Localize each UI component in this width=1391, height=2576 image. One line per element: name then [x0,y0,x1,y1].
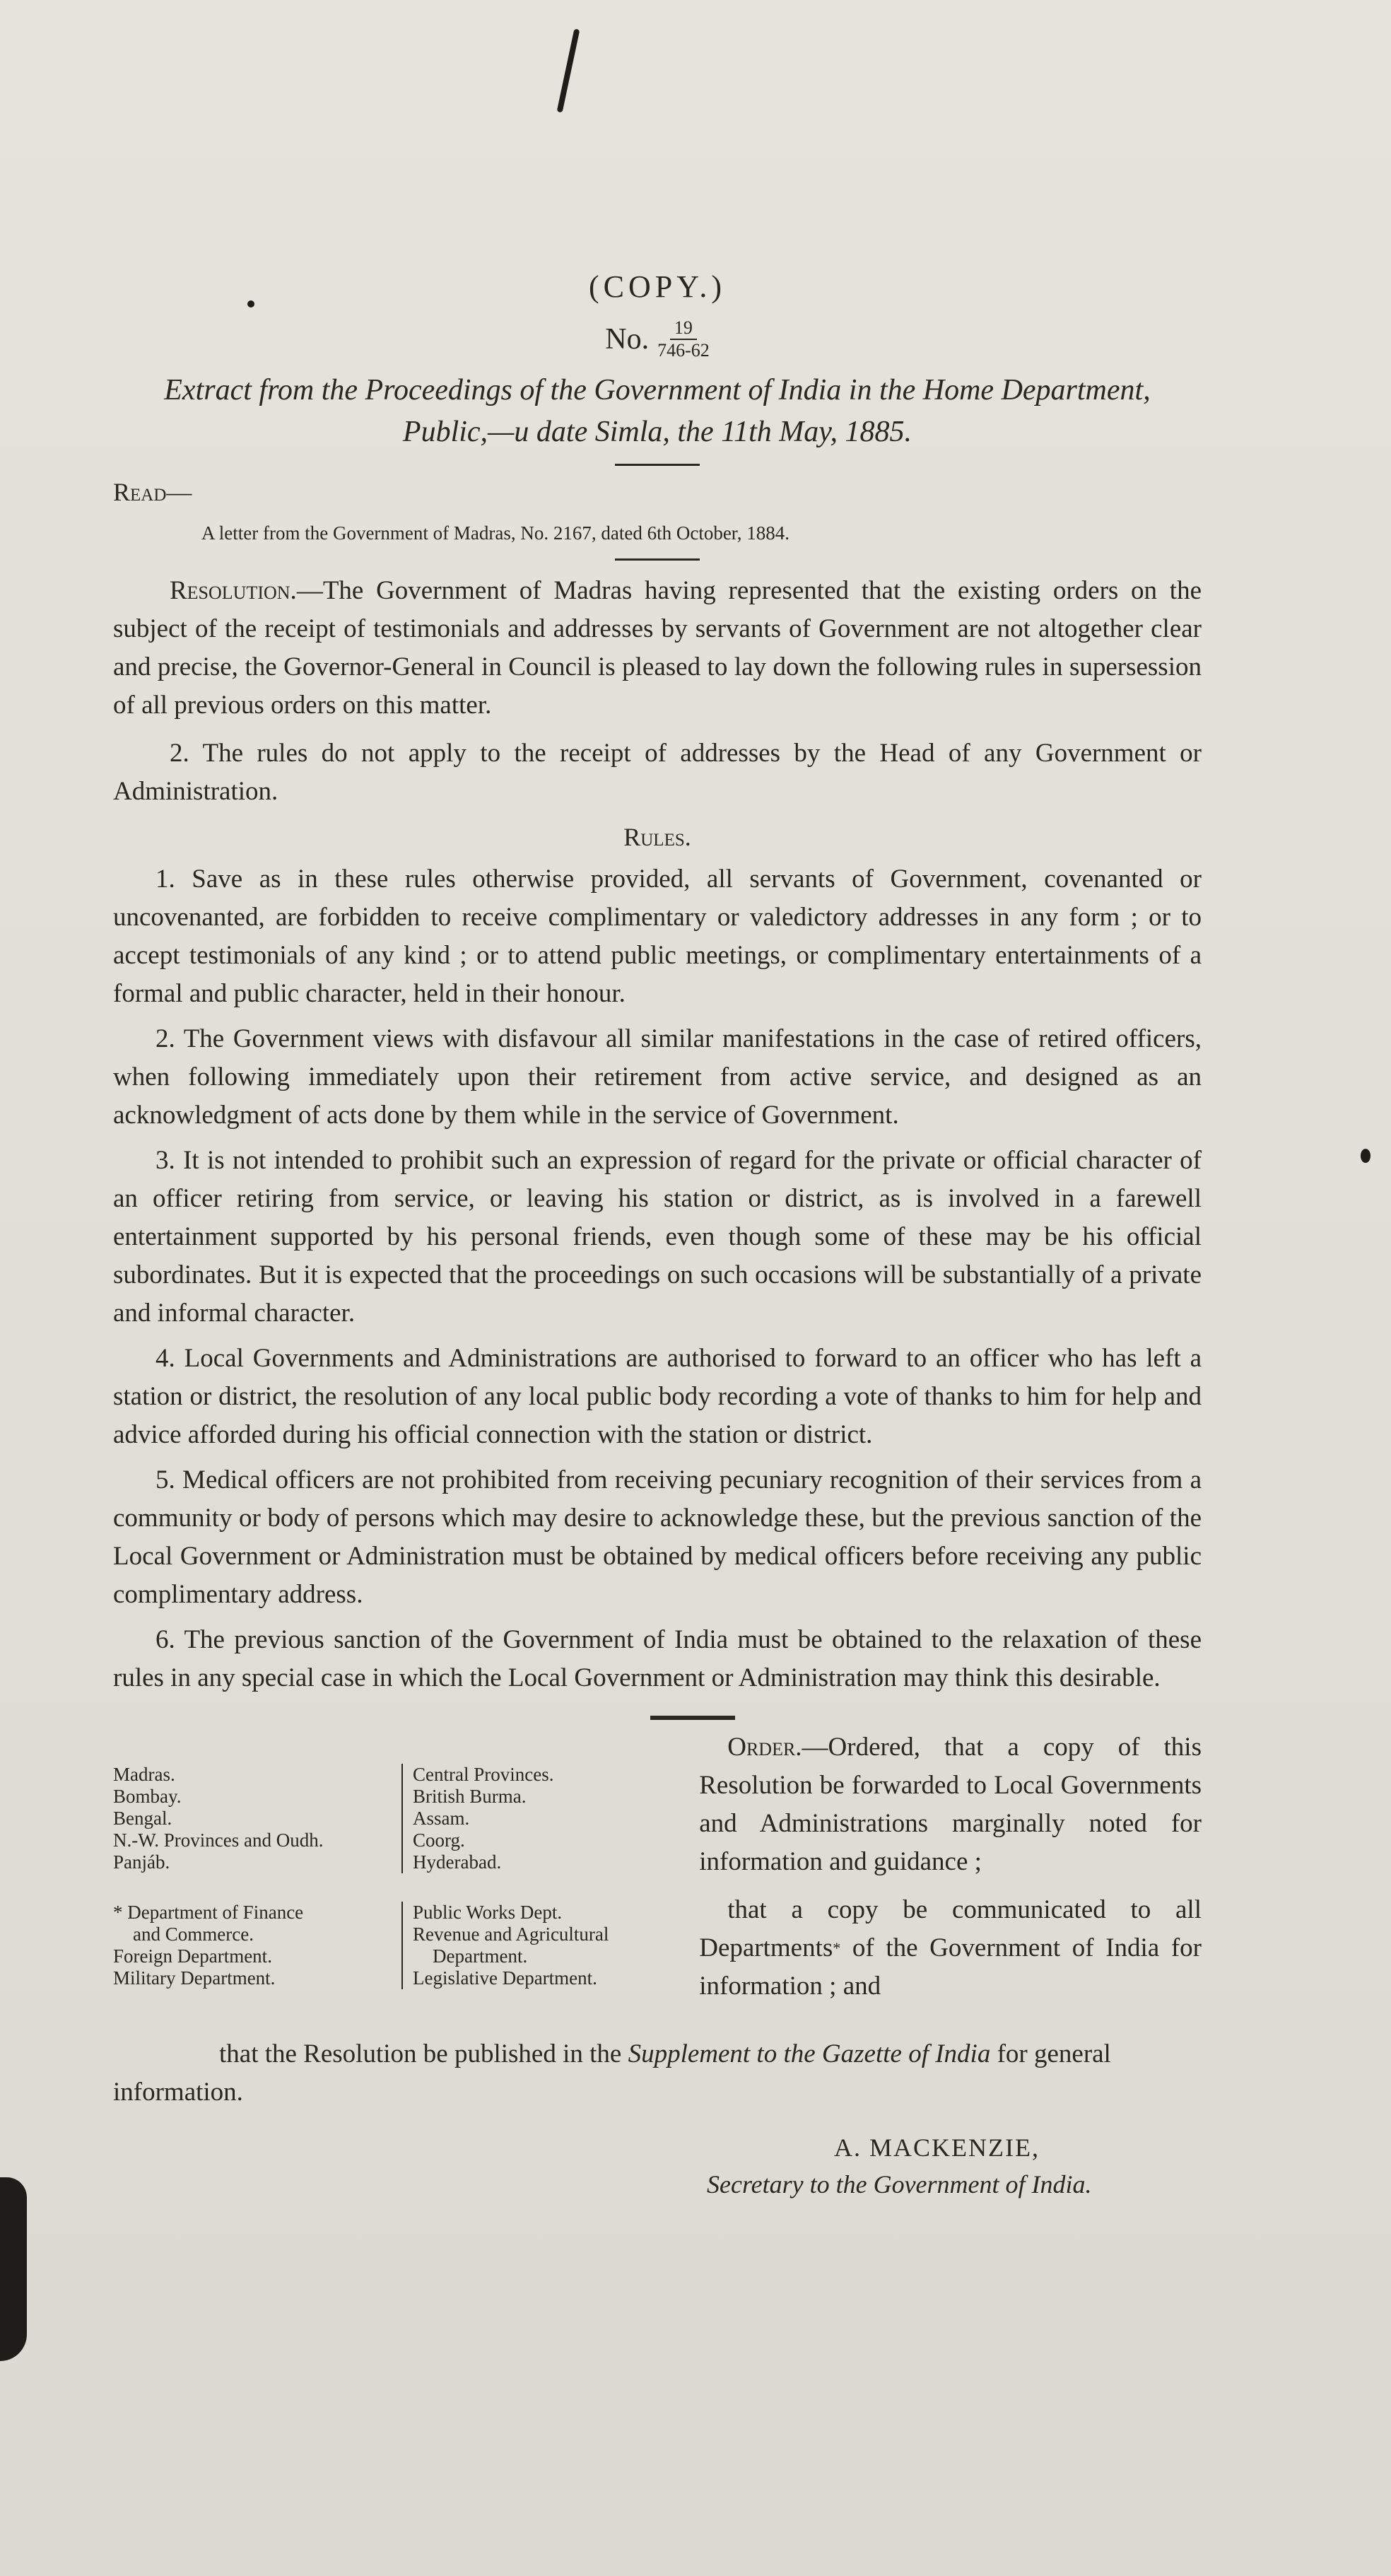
rule-6: 6. The previous sanction of the Government of India must be obtained to the relaxation of these rules in any special case in which the Local Government or Administration may think this desirable. [113,1625,1202,1693]
ink-stroke-top [557,28,580,112]
resolution-paragraph [113,572,1202,725]
list-item: Coorg. [413,1829,465,1851]
copy-heading: (COPY.) [588,269,726,304]
order-paragraph-1 [699,1728,1202,1881]
divider [615,558,700,561]
list-item: Department. [433,1945,528,1967]
document-body [113,233,1202,2199]
final-text-b: for general information. [113,2039,1111,2107]
order-label: Order. [727,1733,802,1762]
list-item: Military Department. [113,1967,276,1989]
signatory-name: A. MACKENZIE, [834,2133,1040,2162]
order-text-1: —Ordered, that a copy of this Resolution be forwarded to Local Governments and Administrations marginally noted for information and guidance ; [699,1733,1202,1877]
order-text-2a: that a copy be communicated to all Departments [699,1895,1202,1963]
list-item: * Department of Finance [113,1902,304,1924]
extract-heading [113,370,1202,453]
signature-block [707,2133,1202,2199]
governments-right [401,1764,566,1873]
rule-3: 3. It is not intended to prohibit such an expression of regard for the private or official character of an officer retiring from service, or leaving his station or district, as is involved in a farewell entertainment supported by his personal friends, even though some of these may be his official subordinates. But it is expected that the proceedings on such occasions will be substantially of a private and informal character. [113,1146,1202,1328]
departments-list [113,1902,699,1989]
list-item: Public Works Dept. [413,1902,563,1924]
list-item: Bengal. [113,1808,172,1829]
final-paragraph [113,2035,1202,2112]
number-denominator: 746-62 [657,339,710,361]
governments-list [113,1764,699,1873]
order-text [699,1728,1202,2015]
order-paragraph-2 [699,1891,1202,2006]
rule-4: 4. Local Governments and Administrations are authorised to forward to an officer who has left a station or district, the resolution of any local public body recording a vote of thanks to him for help and advice afforded during his official connection with the station or district. [113,1344,1202,1450]
resolution-label: Resolution. [170,576,297,606]
thick-divider [650,1716,735,1720]
gazette-title: Supplement to the Gazette of India [628,2039,991,2069]
read-item: A letter from the Government of Madras, No. 2167, dated 6th October, 1884. [201,522,790,544]
rule-1: 1. Save as in these rules otherwise provided, all servants of Government, covenanted or uncovenanted, are forbidden to receive complimentary or valedictory addresses in any form ; or to accept testimonials of any kind ; or to attend public meetings, or complimentary entertainments of a formal and public character, held in their honour. [113,865,1202,1009]
extract-line-1: Extract from the Proceedings of the Government of India in the Home Department, [164,373,1151,406]
order-section [113,1728,1202,2015]
paragraph-2: 2. The rules do not apply to the receipt of addresses by the Head of any Government or Administration. [113,739,1202,807]
list-item: and Commerce. [133,1924,254,1945]
ink-mark-left-edge [0,2177,27,2361]
document-number [113,317,1202,361]
rule-2: 2. The Government views with disfavour all similar manifestations in the case of retired officers, when following immediately upon their retirement from active service, and designed as an acknowledgment of acts done by them while in the service of Government. [113,1024,1202,1130]
rules-heading: Rules. [623,823,691,852]
marginal-notes [113,1728,699,2015]
departments-right [401,1902,621,1989]
list-item: Assam. [413,1808,470,1829]
list-item: N.-W. Provinces and Oudh. [113,1829,324,1851]
list-item: Bombay. [113,1786,182,1808]
list-item: Madras. [113,1764,175,1786]
number-prefix: No. [605,322,650,356]
resolution-text: —The Government of Madras having represented that the existing orders on the subject of the receipt of testimonials and addresses by servants of Government are not altogether clear and precise, the Governor-General in Council is pleased to lay down the following rules in supersession of all previous orders on this matter. [113,576,1202,720]
departments-left [113,1902,401,1989]
signatory-title: Secretary to the Government of India. [707,2170,1092,2199]
final-text-a: that the Resolution be published in the [219,2039,628,2069]
list-item: Hyderabad. [413,1851,502,1873]
divider [615,464,700,466]
list-item: Panjáb. [113,1851,170,1873]
list-item: Foreign Department. [113,1945,272,1967]
footnote-star: * [833,1939,841,1957]
list-item: Revenue and Agricultural [413,1924,609,1945]
order-text-2b: of the Government of India for information ; and [699,1933,1202,2001]
number-fraction [657,317,710,361]
list-item: Central Provinces. [413,1764,554,1786]
extract-line-2: Public,—u date Simla, the 11th May, 1885. [402,415,912,448]
ink-dot-right [1361,1149,1371,1163]
list-item: British Burma. [413,1786,527,1808]
number-numerator: 19 [670,317,697,340]
list-item: Legislative Department. [413,1967,597,1989]
read-label: Read— [113,478,192,507]
rule-5: 5. Medical officers are not prohibited from receiving pecuniary recognition of their services from a community or body of persons which may desire to acknowledge these, but the previous sanction of the Local Government or Administration must be obtained by medical officers before receiving any public complimentary address. [113,1465,1202,1610]
governments-left [113,1764,401,1873]
